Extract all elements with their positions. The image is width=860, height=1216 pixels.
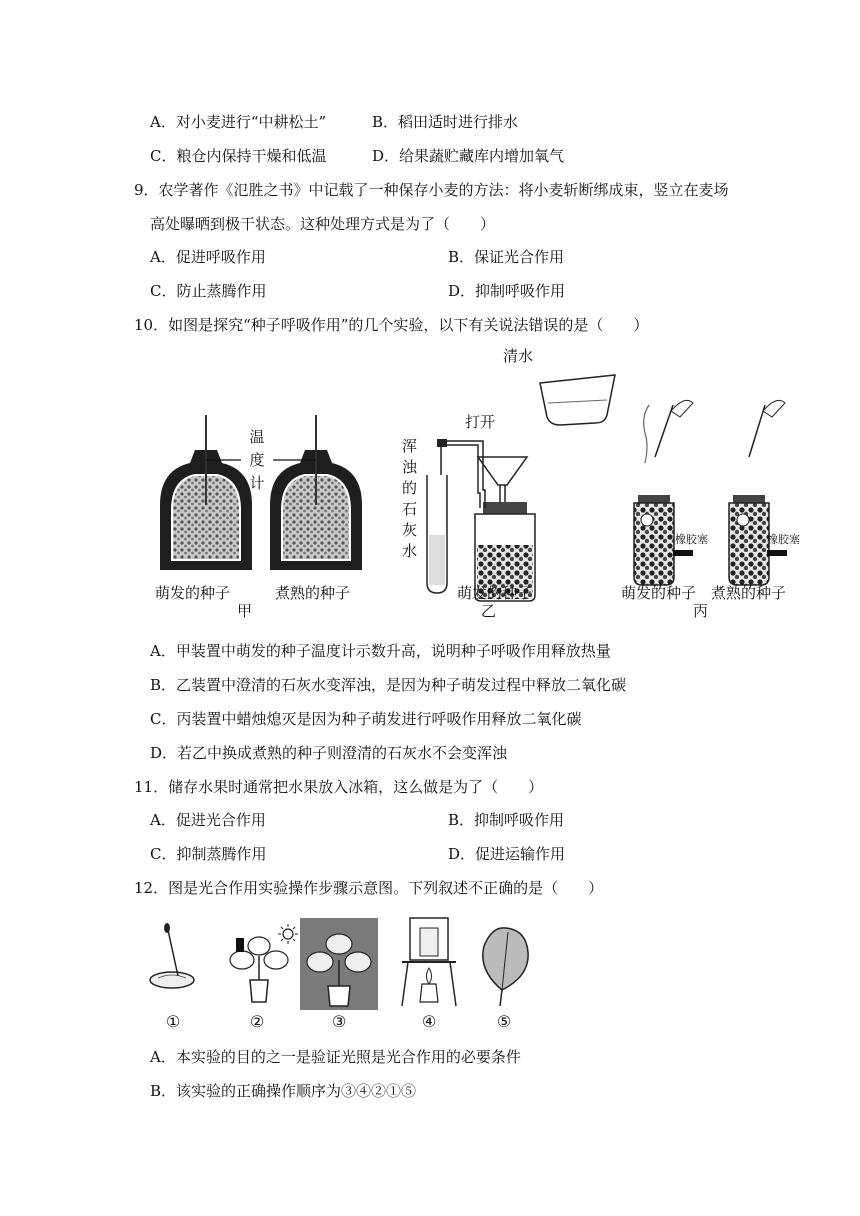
step-label-4: ④ (421, 1012, 437, 1031)
candle-jar-germinating (634, 400, 693, 585)
yi-label: 乙 (481, 602, 497, 620)
q10-option-b: B．乙装置中澄清的石灰水变浑浊，是因为种子萌发过程中释放二氧化碳 (150, 676, 627, 694)
photosynthesis-steps-figure (140, 910, 540, 1035)
jia-boiled-label: 煮熟的种子 (275, 584, 351, 602)
limewater-label-2: 浊 (401, 458, 417, 476)
bing-germinating-label: 萌发的种子 (621, 584, 697, 602)
candle-jar-boiled (729, 400, 787, 585)
q11-option-a: A．促进光合作用 (150, 811, 266, 829)
step-1-dish (150, 923, 194, 988)
q9-stem-line1: 9．农学著作《氾胜之书》中记载了一种保存小麦的方法：将小麦斩断绑成束，竖立在麦场 (134, 181, 729, 199)
step-5-leaf (483, 928, 528, 1006)
q11-option-b: B．抑制呼吸作用 (448, 811, 565, 829)
q9-stem-line2: 高处曝晒到极干状态。这种处理方式是为了（ ） (150, 215, 496, 233)
step-label-3: ③ (331, 1012, 347, 1031)
step-label-1: ① (165, 1012, 181, 1031)
limewater-label-5: 灰 (401, 521, 417, 539)
q12-option-b: B．该实验的正确操作顺序为③④②①⑤ (150, 1082, 417, 1100)
jia-germinating-label: 萌发的种子 (155, 584, 231, 602)
thermometer-label-2: 度 (249, 451, 265, 469)
step-2-light (230, 924, 298, 1002)
q11-option-c: C．抑制蒸腾作用 (150, 845, 267, 863)
stopper-label-left: 橡胶塞 (675, 533, 708, 546)
thermos-boiled (270, 415, 362, 570)
limewater-label-1: 浑 (401, 437, 417, 455)
jia-label: 甲 (237, 602, 253, 620)
thermos-germinating (160, 415, 252, 570)
yi-germinating-label: 萌发的种子 (457, 584, 533, 602)
limewater-label-3: 的 (401, 479, 417, 497)
bing-boiled-label: 煮熟的种子 (711, 584, 787, 602)
thermometer-label-1: 温 (249, 428, 265, 446)
funnel-apparatus (427, 375, 615, 601)
q9-option-c: C．防止蒸腾作用 (150, 282, 267, 300)
q12-stem: 12．图是光合作用实验操作步骤示意图。下列叙述不正确的是（ ） (134, 879, 604, 897)
limewater-label-6: 水 (401, 542, 417, 560)
open-label: 打开 (465, 413, 496, 431)
thermometer-label-3: 计 (249, 474, 265, 492)
step-label-2: ② (249, 1012, 265, 1031)
q8-option-a: A．对小麦进行“中耕松土” (150, 113, 327, 131)
q11-option-d: D．促进运输作用 (448, 845, 566, 863)
step-3-dark (300, 918, 378, 1010)
step-4-heating (402, 918, 456, 1006)
bing-label: 丙 (693, 602, 709, 620)
q8-option-b: B．稻田适时进行排水 (372, 113, 519, 131)
q8-option-d: D．给果蔬贮藏库内增加氧气 (372, 147, 565, 165)
limewater-label-4: 石 (401, 500, 417, 518)
q12-option-a: A．本实验的目的之一是验证光照是光合作用的必要条件 (150, 1048, 521, 1066)
water-label: 清水 (503, 347, 534, 365)
q10-option-c: C．丙装置中蜡烛熄灭是因为种子萌发进行呼吸作用释放二氧化碳 (150, 710, 582, 728)
q8-option-c: C．粮仓内保持干燥和低温 (150, 147, 327, 165)
photosynthesis-steps-illustration (140, 910, 540, 1035)
stopper-label-right: 橡胶塞 (767, 533, 800, 546)
seed-respiration-illustration (145, 345, 825, 630)
q10-option-d: D．若乙中换成煮熟的种子则澄清的石灰水不会变浑浊 (150, 744, 508, 762)
q9-option-b: B．保证光合作用 (448, 248, 565, 266)
q11-stem: 11．储存水果时通常把水果放入冰箱，这么做是为了（ ） (134, 778, 544, 796)
step-label-5: ⑤ (496, 1012, 512, 1031)
q10-stem: 10．如图是探究“种子呼吸作用”的几个实验，以下有关说法错误的是（ ） (134, 316, 649, 334)
q10-option-a: A．甲装置中萌发的种子温度计示数升高，说明种子呼吸作用释放热量 (150, 642, 611, 660)
seed-respiration-figure (145, 345, 825, 630)
q9-option-d: D．抑制呼吸作用 (448, 282, 566, 300)
q9-option-a: A．促进呼吸作用 (150, 248, 266, 266)
